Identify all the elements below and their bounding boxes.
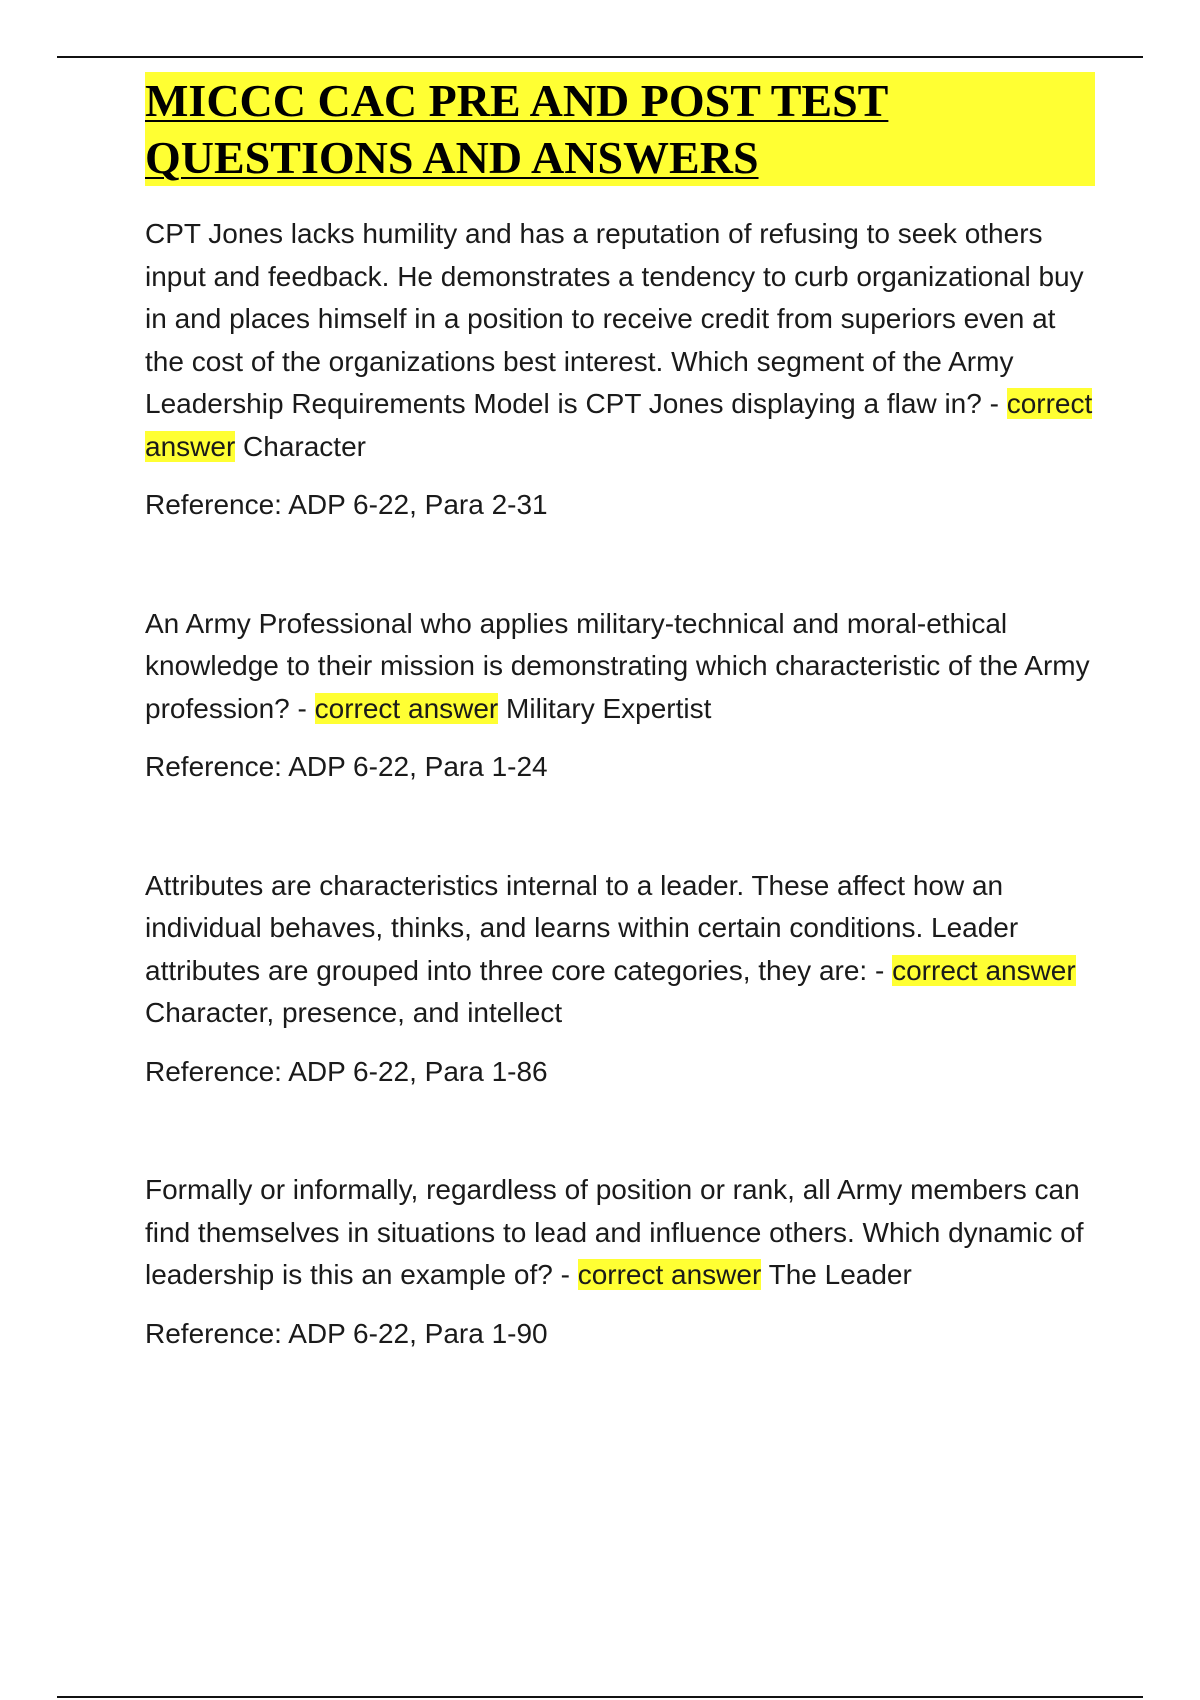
document-body [145, 72, 1095, 1355]
question-paragraph [145, 1169, 1095, 1297]
header-rule [57, 56, 1143, 58]
answer-text: The Leader [768, 1259, 912, 1290]
answer-text: Character [243, 430, 366, 462]
reference-text: Reference: ADP 6-22, Para 2-31 [145, 489, 548, 520]
qa-item [145, 1169, 1095, 1355]
answer-text: Character, presence, and intellect [145, 997, 563, 1028]
title-line-1: MICCC CAC PRE AND POST TEST [145, 75, 889, 126]
footer-rule [57, 1696, 1143, 1698]
question-text: An Army Professional who applies military-technical and moral-ethical knowledge to their mission is demonstrating which characteristic of the Army profession? - [145, 607, 1090, 724]
title-line-2: QUESTIONS AND ANSWERS [145, 132, 759, 183]
qa-item [145, 213, 1095, 527]
question-paragraph [145, 213, 1095, 468]
correct-answer-marker: correct answer [892, 954, 1076, 986]
qa-item [145, 603, 1095, 789]
answer-text: Military Expertist [506, 692, 712, 724]
correct-answer-marker: correct answer [314, 692, 499, 724]
question-text: Attributes are characteristics internal to a leader. These affect how an individual behaves, thinks, and learns within certain conditions. Leader attributes are grouped into three core categories, they are: - [145, 869, 1019, 986]
reference-text: Reference: ADP 6-22, Para 1-90 [145, 1317, 548, 1349]
reference-text: Reference: ADP 6-22, Para 1-86 [145, 1055, 548, 1087]
question-paragraph [145, 603, 1095, 731]
document-title [145, 72, 1095, 186]
qa-item [145, 865, 1095, 1094]
reference-text: Reference: ADP 6-22, Para 1-24 [145, 751, 548, 782]
correct-answer-marker: correct answer [145, 388, 1093, 462]
correct-answer-marker: correct answer [577, 1259, 762, 1290]
question-text: CPT Jones lacks humility and has a reputation of refusing to seek others input and feedback. He demonstrates a tendency to curb organizational buy in and places himself in a position to receive credit from superiors even at the cost of the organizations best interest. Which segment of the Army Leadership Requirements Model is CPT Jones displaying a flaw in? - [145, 218, 1084, 419]
question-paragraph [145, 865, 1095, 1035]
question-text: Formally or informally, regardless of position or rank, all Army members can find themselves in situations to lead and influence others. Which dynamic of leadership is this an example of? - [145, 1174, 1084, 1290]
